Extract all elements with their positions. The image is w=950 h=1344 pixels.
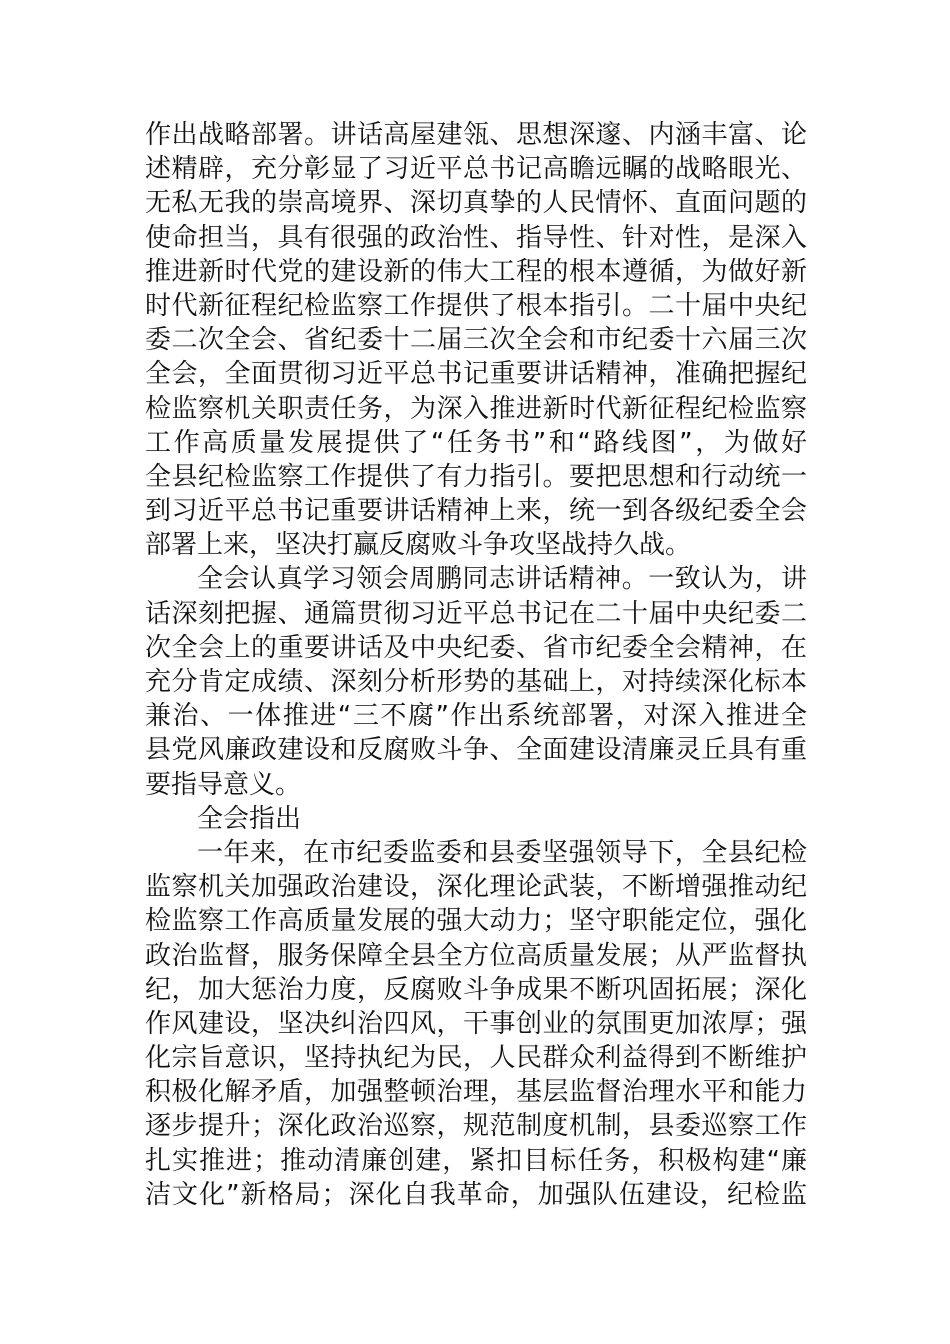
- text-line: 兼治、一体推进“三不腐”作出系统部署，对深入推进全: [145, 701, 807, 732]
- text-line: 无私无我的崇高境界、深切真挚的人民情怀、直面问题的: [145, 188, 807, 219]
- text-line: 全会，全面贯彻习近平总书记重要讲话精神，准确把握纪: [145, 359, 807, 390]
- paragraph: [145, 836, 807, 1212]
- text-line: 一年来，在市纪委监委和县委坚强领导下，全县纪检: [197, 837, 807, 868]
- text-line: 全会认真学习领会周鹏同志讲话精神。一致认为，讲: [197, 564, 807, 595]
- text-line: 使命担当，具有很强的政治性、指导性、针对性，是深入: [145, 222, 807, 253]
- text-line: 作风建设，坚决纠治四风，干事创业的氛围更加浓厚；强: [145, 1008, 807, 1039]
- text-line: 政治监督，服务保障全县全方位高质量发展；从严监督执: [145, 940, 807, 971]
- text-line: 逐步提升；深化政治巡察，规范制度机制，县委巡察工作: [145, 1111, 807, 1142]
- text-line: 作出战略部署。讲话高屋建瓴、思想深邃、内涵丰富、论: [145, 120, 807, 150]
- text-line: 检监察机关职责任务，为深入推进新时代新征程纪检监察: [145, 393, 807, 424]
- text-line: 积极化解矛盾，加强整顿治理，基层监督治理水平和能力: [145, 1077, 807, 1108]
- text-line: 工作高质量发展提供了“任务书”和“路线图”，为做好: [145, 427, 807, 458]
- text-line: 推进新时代党的建设新的伟大工程的根本遵循，为做好新: [145, 256, 807, 287]
- text-line: 检监察工作高质量发展的强大动力；坚守职能定位，强化: [145, 906, 807, 937]
- text-line: 委二次全会、省纪委十二届三次全会和市纪委十六届三次: [145, 325, 807, 356]
- text-line: 时代新征程纪检监察工作提供了根本指引。二十届中央纪: [145, 290, 807, 321]
- paragraph: [145, 118, 807, 562]
- text-line: 要指导意义。: [145, 769, 302, 800]
- paragraph: [145, 562, 807, 801]
- text-line: 到习近平总书记重要讲话精神上来，统一到各级纪委全会: [145, 496, 807, 527]
- text-line: 洁文化”新格局；深化自我革命，加强队伍建设，纪检监: [145, 1179, 807, 1210]
- text-line: 充分肯定成绩、深刻分析形势的基础上，对持续深化标本: [145, 667, 807, 697]
- text-line: 全县纪检监察工作提供了有力指引。要把思想和行动统一: [145, 461, 807, 492]
- text-line: 述精辟，充分彰显了习近平总书记高瞻远瞩的战略眼光、: [145, 154, 807, 185]
- text-line: 纪，加大惩治力度，反腐败斗争成果不断巩固拓展；深化: [145, 974, 807, 1005]
- text-line: 监察机关加强政治建设，深化理论武装，不断增强推动纪: [145, 872, 807, 903]
- text-line: 全会指出: [197, 803, 302, 834]
- text-line: 扎实推进；推动清廉创建，紧扣目标任务，积极构建“廉: [145, 1145, 807, 1176]
- text-line: 部署上来，坚决打赢反腐败斗争攻坚战持久战。: [145, 530, 692, 561]
- text-line: 化宗旨意识，坚持执纪为民，人民群众利益得到不断维护: [145, 1043, 807, 1074]
- text-line: 县党风廉政建设和反腐败斗争、全面建设清廉灵丘具有重: [145, 735, 807, 766]
- paragraph: [145, 802, 807, 836]
- document-page: [145, 118, 807, 1212]
- text-line: 次全会上的重要讲话及中央纪委、省市纪委全会精神，在: [145, 632, 807, 663]
- text-line: 话深刻把握、通篇贯彻习近平总书记在二十届中央纪委二: [145, 598, 807, 629]
